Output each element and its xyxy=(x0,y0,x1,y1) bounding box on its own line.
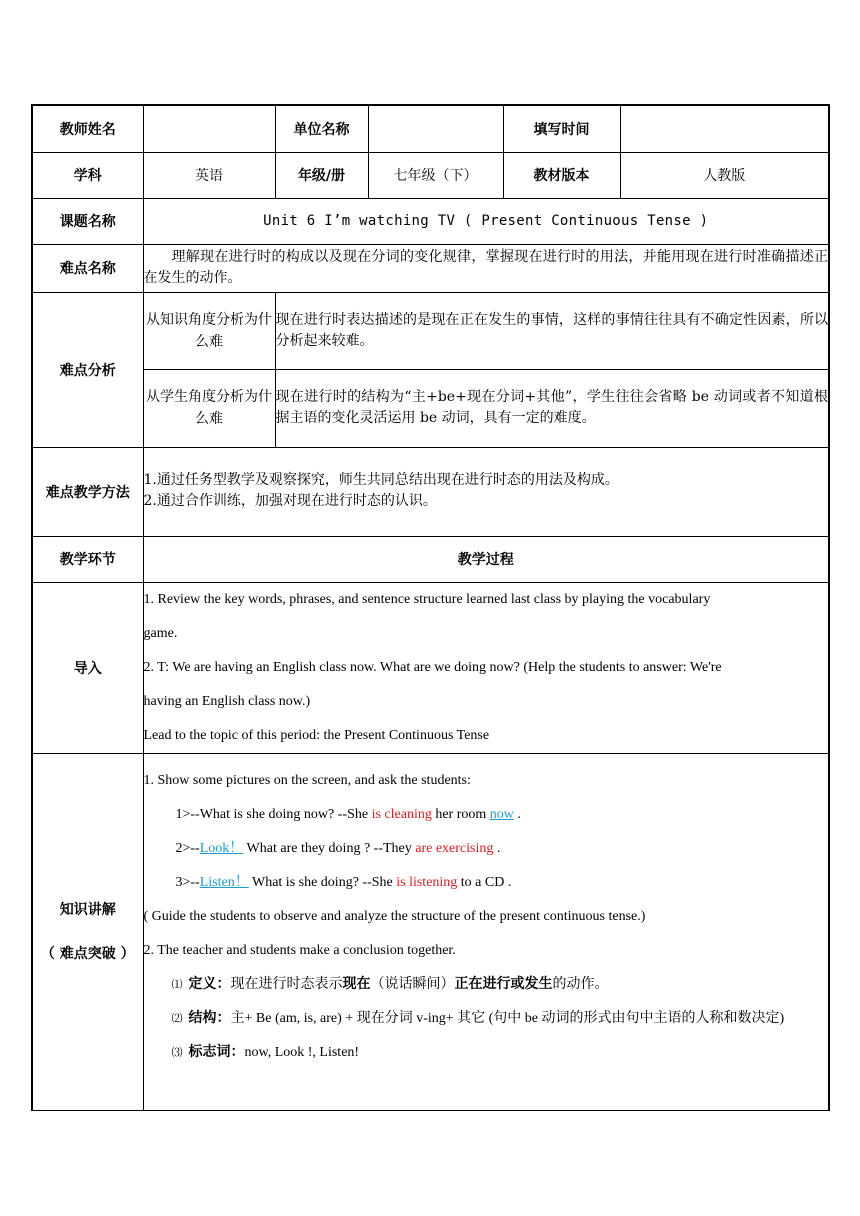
definition-text-2: （说话瞬间） xyxy=(370,976,455,992)
structure-label: 结构： xyxy=(188,1010,231,1026)
example-2-text-c: . xyxy=(493,840,501,856)
knowledge-label: 知识讲解 xyxy=(59,901,116,918)
intro-line-2: 2. T: We are having an English class now. What are we doing now? (Help the students to answer: We're xyxy=(143,659,722,675)
definition-text-1: 现在进行时态表示 xyxy=(230,976,343,992)
method-line-1: 1.通过任务型教学及观察探究，师生共同总结出现在进行时态的用法及构成。 xyxy=(143,471,619,488)
process-header-label: 教学过程 xyxy=(143,536,829,582)
analysis-student-label: 从学生角度分析为什么难 xyxy=(143,369,275,447)
topic-label: 课题名称 xyxy=(32,198,143,244)
analysis-row-student xyxy=(32,369,829,447)
difficulty-value: 理解现在进行时的构成以及现在分词的变化规律，掌握现在进行时的用法，并能用现在进行时准确描述正在发生的动作。 xyxy=(143,244,829,292)
example-3-verb: is listening xyxy=(396,874,458,890)
fill-time-value xyxy=(620,105,829,152)
grade-value: 七年级（下） xyxy=(368,152,503,198)
knowledge-label-cell xyxy=(32,753,143,1110)
lesson-plan-table xyxy=(31,104,830,1111)
example-2-text-b: What are they doing ? --They xyxy=(243,840,416,856)
analysis-label: 难点分析 xyxy=(32,292,143,447)
intro-content xyxy=(143,582,829,753)
teacher-name-value xyxy=(143,105,275,152)
difficulty-row xyxy=(32,244,829,292)
marker-text: now, Look !, Listen! xyxy=(244,1044,360,1060)
knowledge-sublabel: （ 难点突破 ） xyxy=(40,945,135,962)
example-1-verb: is cleaning xyxy=(371,806,432,822)
edition-value: 人教版 xyxy=(620,152,829,198)
intro-line-3: Lead to the topic of this period: the Present Continuous Tense xyxy=(143,727,490,743)
definition-bold-2: 正在进行或发生 xyxy=(454,976,553,992)
intro-line-1: 1. Review the key words, phrases, and sentence structure learned last class by playing the vocabulary xyxy=(143,591,711,607)
topic-row xyxy=(32,198,829,244)
intro-line-2b: having an English class now.) xyxy=(143,693,311,709)
example-3-text-b: What is she doing? --She xyxy=(248,874,397,890)
analysis-knowledge-value: 现在进行时表达描述的是现在正在发生的事情，这样的事情往往具有不确定性因素，所以分析起来较难。 xyxy=(275,292,829,369)
method-line-2: 2.通过合作训练，加强对现在进行时态的认识。 xyxy=(143,492,437,509)
example-2 xyxy=(144,832,829,866)
definition-text-3: 的动作。 xyxy=(552,976,609,992)
intro-line-1b: game. xyxy=(143,625,178,641)
structure-text: 主+ Be (am, is, are) + 现在分词 v-ing+ 其它 (句中 be 动词的形式由句中主语的人称和数决定) xyxy=(230,1010,785,1026)
header-row-2 xyxy=(32,152,829,198)
definition-number: ⑴ xyxy=(171,978,183,991)
process-header-row xyxy=(32,536,829,582)
edition-label: 教材版本 xyxy=(503,152,620,198)
analysis-row-knowledge xyxy=(32,292,829,369)
example-3-text-c: to a CD . xyxy=(457,874,512,890)
unit-name-value xyxy=(368,105,503,152)
method-row xyxy=(32,447,829,536)
marker-number: ⑶ xyxy=(171,1046,183,1059)
difficulty-label: 难点名称 xyxy=(32,244,143,292)
example-1-text-a: 1>--What is she doing now? --She xyxy=(175,806,372,822)
topic-value: Unit 6 I’m watching TV ( Present Continuous Tense ) xyxy=(143,198,829,244)
subject-label: 学科 xyxy=(32,152,143,198)
knowledge-content xyxy=(143,753,829,1110)
definition-line xyxy=(144,968,829,1002)
intro-label: 导入 xyxy=(32,582,143,753)
analysis-student-value: 现在进行时的结构为“主+be+现在分词+其他”，学生往往会省略 be 动词或者不知道根据主语的变化灵活运用 be 动词，具有一定的难度。 xyxy=(275,369,829,447)
example-1-text-c: . xyxy=(513,806,521,822)
method-value xyxy=(143,447,829,536)
example-3-text-a: 3>-- xyxy=(175,874,200,890)
definition-bold-1: 现在 xyxy=(342,976,371,992)
method-label: 难点教学方法 xyxy=(32,447,143,536)
teacher-name-label: 教师姓名 xyxy=(32,105,143,152)
intro-row xyxy=(32,582,829,753)
knowledge-guide: ( Guide the students to observe and analyze the structure of the present continuous tense.) xyxy=(143,908,646,924)
marker-label: 标志词： xyxy=(188,1044,245,1060)
subject-value: 英语 xyxy=(143,152,275,198)
analysis-knowledge-label: 从知识角度分析为什么难 xyxy=(143,292,275,369)
marker-line xyxy=(144,1036,829,1070)
example-3 xyxy=(144,866,829,900)
unit-name-label: 单位名称 xyxy=(275,105,368,152)
structure-line xyxy=(144,1002,829,1036)
stage-header-label: 教学环节 xyxy=(32,536,143,582)
example-1-marker: now xyxy=(489,806,514,822)
example-1-text-b: her room xyxy=(431,806,490,822)
fill-time-label: 填写时间 xyxy=(503,105,620,152)
example-2-marker: Look！ xyxy=(199,840,244,856)
header-row-1 xyxy=(32,105,829,152)
example-1 xyxy=(144,798,829,832)
knowledge-line-2: 2. The teacher and students make a conclusion together. xyxy=(143,942,456,958)
knowledge-row xyxy=(32,753,829,1110)
example-2-verb: are exercising xyxy=(415,840,494,856)
structure-number: ⑵ xyxy=(171,1012,183,1025)
knowledge-line-1: 1. Show some pictures on the screen, and ask the students: xyxy=(143,772,471,788)
example-2-text-a: 2>-- xyxy=(175,840,200,856)
example-3-marker: Listen！ xyxy=(199,874,249,890)
definition-label: 定义： xyxy=(188,976,231,992)
grade-label: 年级/册 xyxy=(275,152,368,198)
